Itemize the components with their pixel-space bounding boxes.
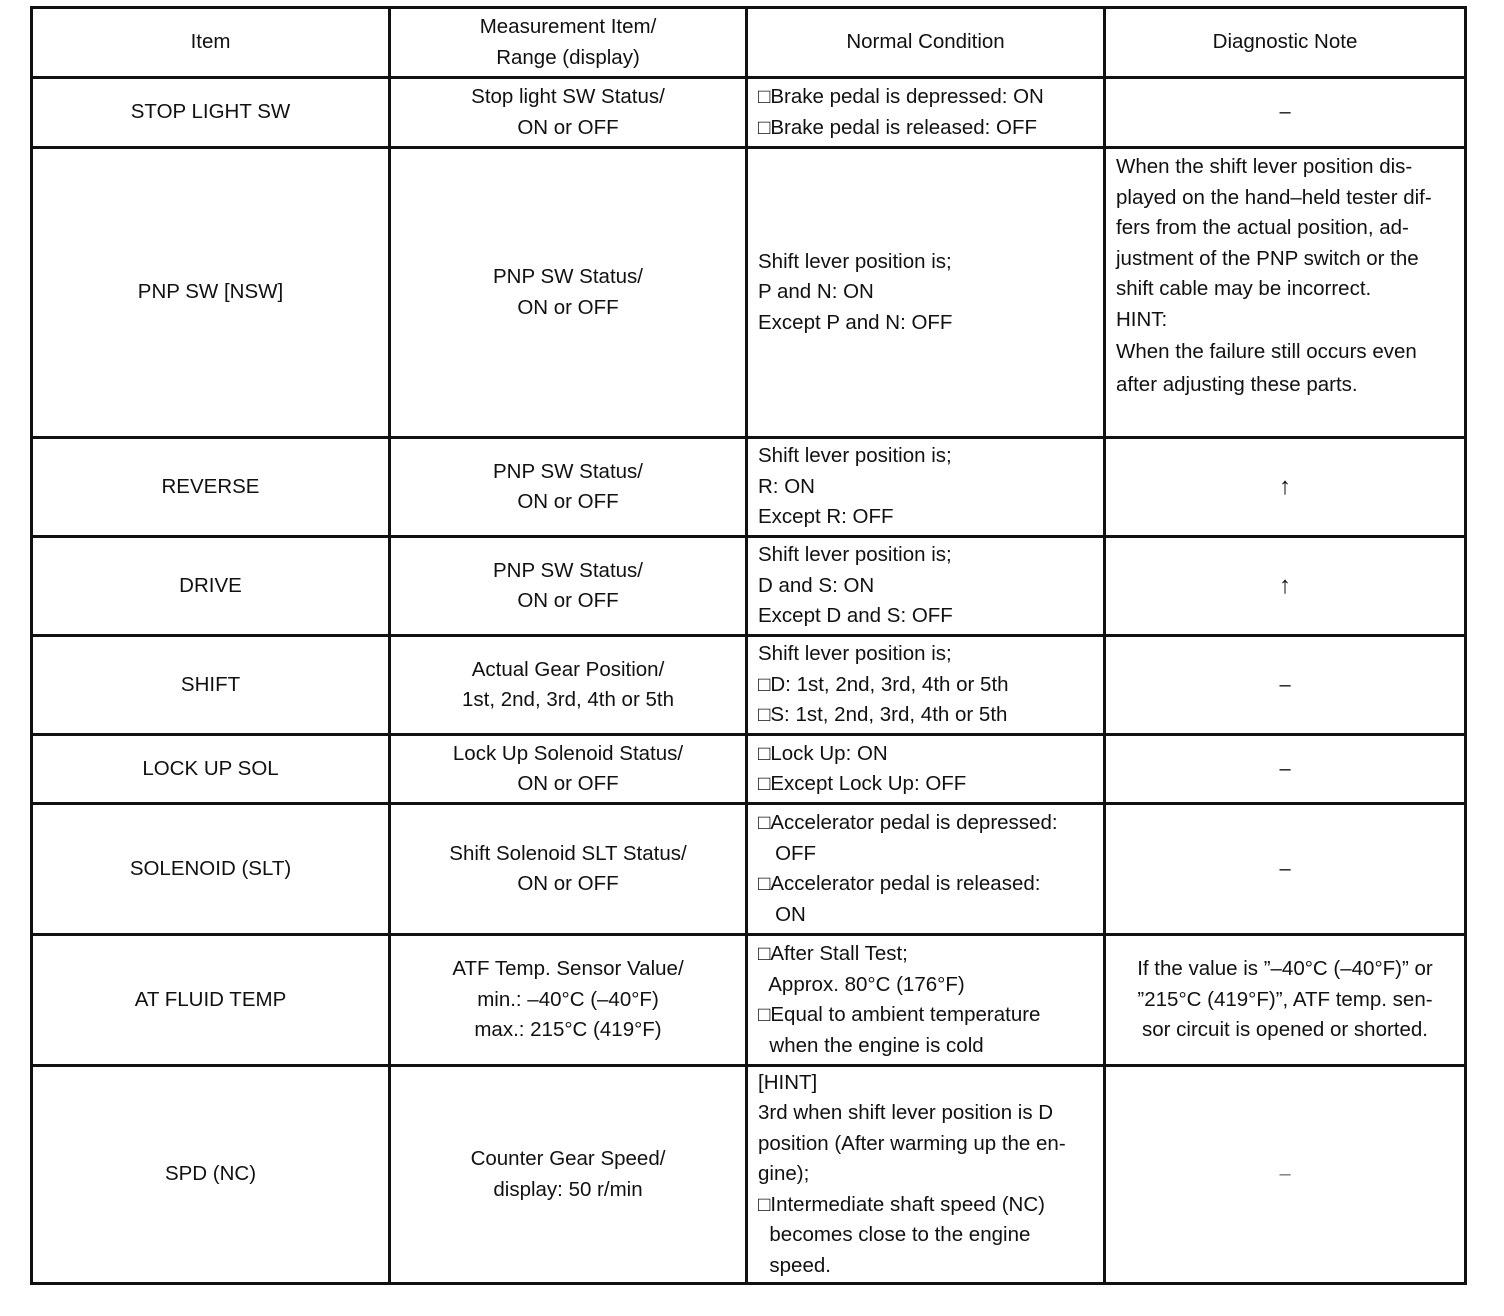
measurement-cell bbox=[390, 438, 747, 537]
item-text: STOP LIGHT SW bbox=[130, 100, 291, 124]
table-row bbox=[32, 804, 1466, 935]
item-text: REVERSE bbox=[161, 474, 260, 498]
measurement-line: Counter Gear Speed/ bbox=[470, 1147, 666, 1170]
item-cell bbox=[32, 804, 390, 935]
table-row bbox=[32, 438, 1466, 537]
note-line: HINT: bbox=[1116, 307, 1168, 331]
item-text: AT FLUID TEMP bbox=[134, 987, 287, 1011]
normal-line: □D: 1st, 2nd, 3rd, 4th or 5th bbox=[758, 672, 1009, 696]
measurement-line: 1st, 2nd, 3rd, 4th or 5th bbox=[462, 688, 674, 711]
normal-line: □After Stall Test; bbox=[758, 942, 908, 965]
normal-cell bbox=[747, 148, 1105, 438]
note-line: sor circuit is opened or shorted. bbox=[1142, 1018, 1428, 1042]
normal-line: ON bbox=[758, 902, 806, 926]
normal-line: □Brake pedal is released: OFF bbox=[758, 115, 1038, 139]
measurement-line: ON or OFF bbox=[517, 295, 619, 319]
table-row bbox=[32, 1066, 1466, 1284]
normal-line: □Brake pedal is depressed: ON bbox=[758, 85, 1044, 108]
measurement-line: max.: 215°C (419°F) bbox=[474, 1018, 662, 1042]
normal-line: □S: 1st, 2nd, 3rd, 4th or 5th bbox=[758, 703, 1008, 727]
note-line: justment of the PNP switch or the bbox=[1116, 246, 1419, 270]
note-line: When the shift lever position dis- bbox=[1116, 155, 1413, 178]
normal-line: OFF bbox=[758, 841, 817, 865]
measurement-cell bbox=[390, 804, 747, 935]
header-diagnostic-note bbox=[1105, 8, 1466, 78]
measurement-line: ON or OFF bbox=[517, 589, 619, 612]
table-row bbox=[32, 636, 1466, 735]
item-text: PNP SW [NSW] bbox=[137, 280, 284, 304]
normal-line: □Accelerator pedal is released: bbox=[758, 872, 1041, 895]
up-arrow-icon: ↑ bbox=[1279, 472, 1291, 500]
item-text: SHIFT bbox=[180, 672, 241, 696]
normal-cell bbox=[747, 735, 1105, 804]
normal-cell bbox=[747, 935, 1105, 1066]
measurement-cell bbox=[390, 636, 747, 735]
header-measurement bbox=[390, 8, 747, 78]
table-row bbox=[32, 537, 1466, 636]
note-cell bbox=[1105, 735, 1466, 804]
normal-cell bbox=[747, 537, 1105, 636]
item-cell bbox=[32, 935, 390, 1066]
table-row bbox=[32, 78, 1466, 148]
diagnostic-table bbox=[30, 6, 1467, 1285]
note-cell bbox=[1105, 1066, 1466, 1284]
table-row bbox=[32, 735, 1466, 804]
up-arrow-icon: ↑ bbox=[1279, 571, 1291, 599]
note-dash: – bbox=[1279, 673, 1291, 696]
normal-line: when the engine is cold bbox=[758, 1033, 984, 1057]
diagnostic-table-sheet bbox=[30, 6, 1464, 1285]
measurement-line: ON or OFF bbox=[517, 490, 619, 513]
measurement-cell bbox=[390, 1066, 747, 1284]
header-diagnostic-note-label: Diagnostic Note bbox=[1212, 30, 1358, 54]
normal-line: □Except Lock Up: OFF bbox=[758, 772, 967, 795]
item-cell bbox=[32, 735, 390, 804]
note-cell bbox=[1105, 804, 1466, 935]
normal-line: 3rd when shift lever position is D bbox=[758, 1101, 1054, 1125]
note-line: ”215°C (419°F)”, ATF temp. sen- bbox=[1137, 987, 1433, 1011]
measurement-line: ON or OFF bbox=[517, 772, 619, 795]
measurement-cell bbox=[390, 735, 747, 804]
measurement-line: Stop light SW Status/ bbox=[471, 85, 665, 108]
header-measurement-label: Measurement Item/ Range (display) bbox=[479, 15, 657, 69]
measurement-line: PNP SW Status/ bbox=[492, 558, 643, 582]
measurement-line: ATF Temp. Sensor Value/ bbox=[452, 957, 684, 981]
measurement-line: display: 50 r/min bbox=[493, 1177, 643, 1201]
header-item bbox=[32, 8, 390, 78]
normal-line: Shift lever position is; bbox=[758, 249, 952, 273]
normal-line: speed. bbox=[758, 1253, 831, 1277]
note-dash: – bbox=[1279, 857, 1291, 880]
note-dash: – bbox=[1279, 101, 1291, 124]
normal-line: R: ON bbox=[758, 474, 815, 498]
normal-line: Except D and S: OFF bbox=[758, 604, 953, 628]
measurement-line: PNP SW Status/ bbox=[492, 459, 643, 483]
measurement-line: Shift Solenoid SLT Status/ bbox=[449, 841, 687, 865]
note-dash: – bbox=[1279, 1163, 1291, 1186]
measurement-cell bbox=[390, 935, 747, 1066]
normal-line: Shift lever position is; bbox=[758, 444, 952, 468]
normal-line: □Intermediate shaft speed (NC) bbox=[758, 1192, 1045, 1216]
table-row bbox=[32, 148, 1466, 438]
item-cell bbox=[32, 438, 390, 537]
item-text: SOLENOID (SLT) bbox=[129, 856, 292, 880]
measurement-cell bbox=[390, 148, 747, 438]
note-cell bbox=[1105, 537, 1466, 636]
normal-cell bbox=[747, 804, 1105, 935]
header-normal-condition bbox=[747, 8, 1105, 78]
item-cell bbox=[32, 636, 390, 735]
item-text: SPD (NC) bbox=[164, 1162, 257, 1186]
header-normal-condition-label: Normal Condition bbox=[846, 30, 1005, 54]
normal-line: Shift lever position is; bbox=[758, 642, 952, 666]
note-line: played on the hand–held tester dif- bbox=[1116, 185, 1432, 209]
measurement-line: PNP SW Status/ bbox=[492, 265, 643, 288]
normal-cell bbox=[747, 636, 1105, 735]
note-cell bbox=[1105, 78, 1466, 148]
normal-line: Except R: OFF bbox=[758, 505, 894, 529]
item-cell bbox=[32, 537, 390, 636]
measurement-line: Actual Gear Position/ bbox=[471, 657, 665, 681]
header-row bbox=[32, 8, 1466, 78]
normal-cell bbox=[747, 1066, 1105, 1284]
measurement-cell bbox=[390, 78, 747, 148]
measurement-line: Lock Up Solenoid Status/ bbox=[452, 741, 684, 765]
note-line: after adjusting these parts. bbox=[1116, 372, 1358, 396]
measurement-cell bbox=[390, 537, 747, 636]
normal-line: Except P and N: OFF bbox=[758, 310, 953, 334]
normal-cell bbox=[747, 78, 1105, 148]
normal-cell bbox=[747, 438, 1105, 537]
note-line: shift cable may be incorrect. bbox=[1116, 277, 1372, 300]
normal-line: □Lock Up: ON bbox=[758, 741, 888, 765]
normal-line: Shift lever position is; bbox=[758, 543, 952, 567]
measurement-line: ON or OFF bbox=[517, 115, 619, 139]
item-text: LOCK UP SOL bbox=[142, 756, 279, 780]
normal-line: position (After warming up the en- bbox=[758, 1131, 1066, 1155]
normal-line: D and S: ON bbox=[758, 573, 875, 597]
normal-line: [HINT] bbox=[758, 1070, 818, 1094]
item-text: DRIVE bbox=[179, 573, 242, 597]
normal-line: Approx. 80°C (176°F) bbox=[758, 972, 965, 996]
measurement-line: ON or OFF bbox=[517, 872, 619, 895]
note-line: fers from the actual position, ad- bbox=[1116, 216, 1409, 239]
normal-line: gine); bbox=[758, 1162, 810, 1186]
measurement-line: min.: –40°C (–40°F) bbox=[477, 987, 659, 1011]
table-row bbox=[32, 935, 1466, 1066]
normal-line: □Accelerator pedal is depressed: bbox=[758, 811, 1058, 834]
header-item-label: Item bbox=[190, 30, 231, 54]
note-cell bbox=[1105, 935, 1466, 1066]
normal-line: P and N: ON bbox=[758, 280, 874, 304]
note-line: If the value is ”–40°C (–40°F)” or bbox=[1137, 957, 1433, 981]
item-cell bbox=[32, 1066, 390, 1284]
item-cell bbox=[32, 148, 390, 438]
note-dash: – bbox=[1279, 757, 1291, 780]
item-cell bbox=[32, 78, 390, 148]
note-line: When the failure still occurs even bbox=[1116, 340, 1417, 363]
normal-line: □Equal to ambient temperature bbox=[758, 1003, 1041, 1026]
normal-line: becomes close to the engine bbox=[758, 1223, 1031, 1247]
note-cell bbox=[1105, 148, 1466, 438]
note-cell bbox=[1105, 636, 1466, 735]
note-cell bbox=[1105, 438, 1466, 537]
